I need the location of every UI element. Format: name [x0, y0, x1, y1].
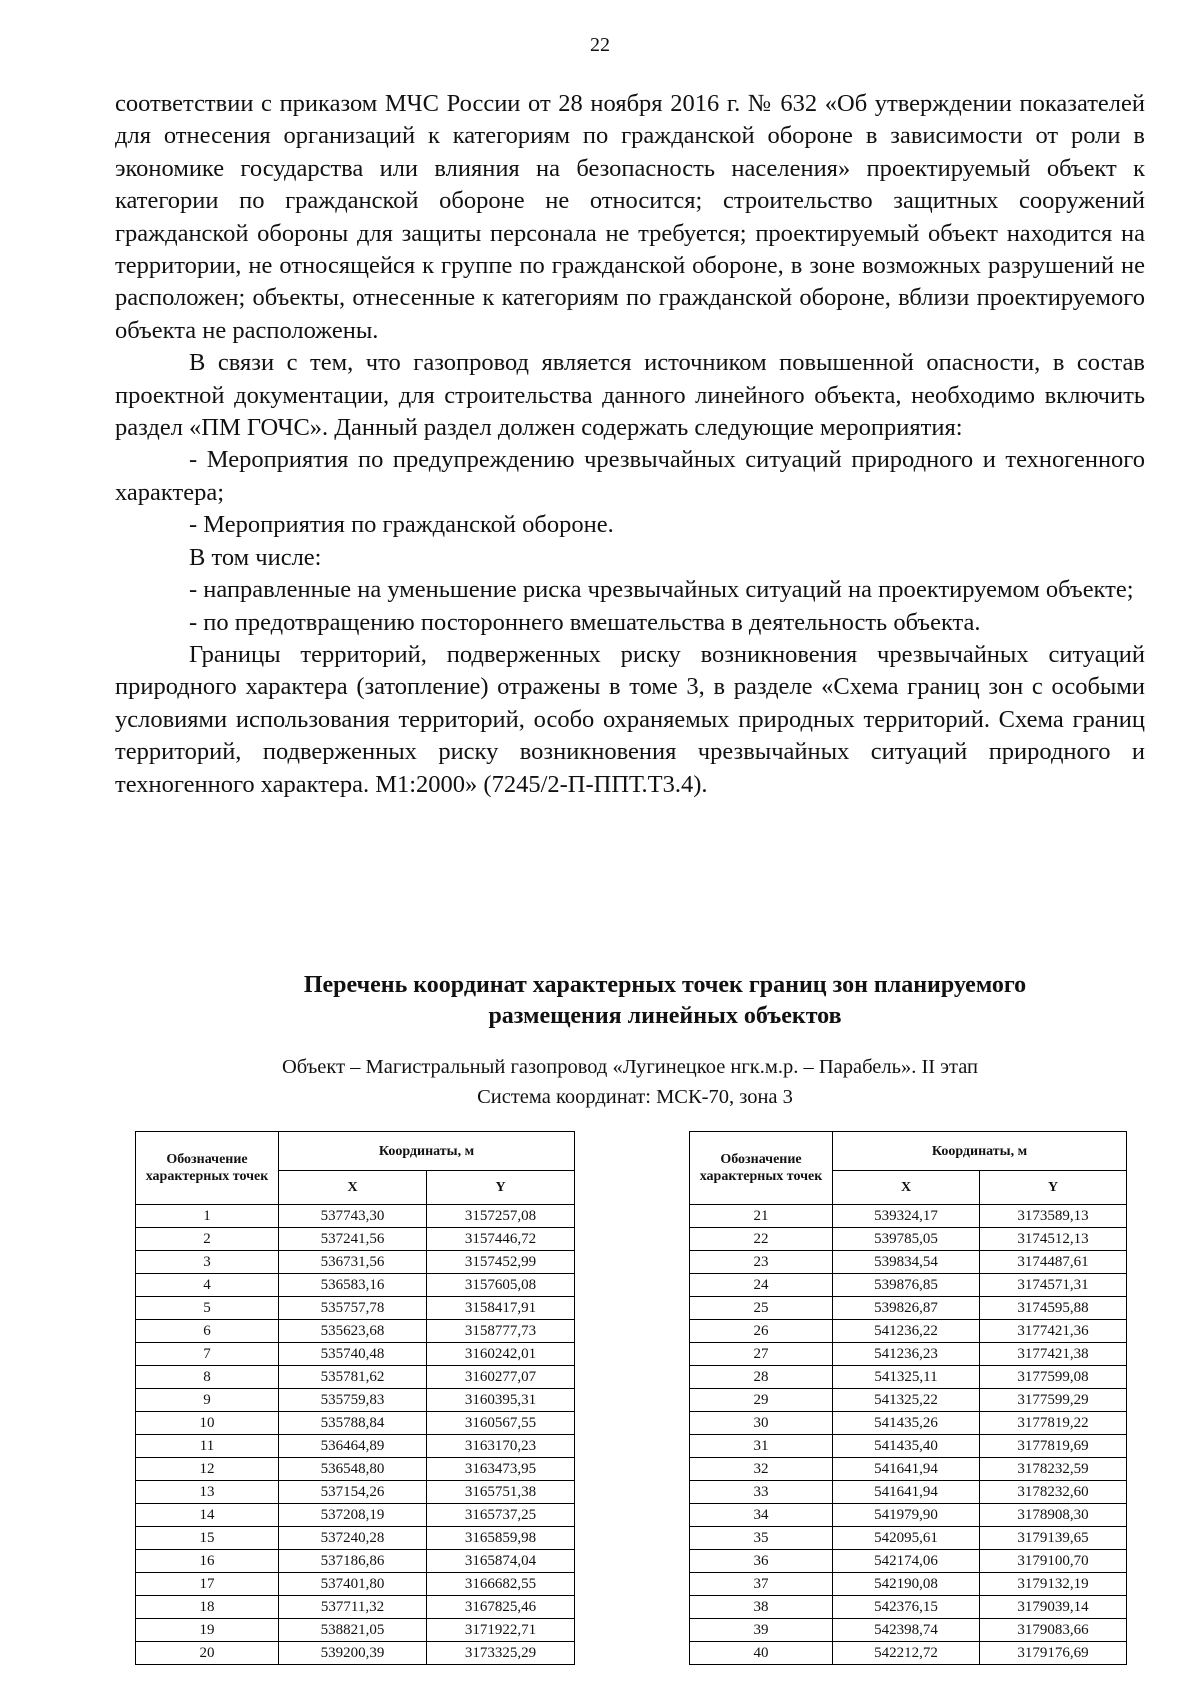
table-row	[136, 1481, 575, 1504]
cell-x: 539200,39	[279, 1642, 427, 1665]
cell-point: 16	[136, 1550, 279, 1573]
table-row	[136, 1343, 575, 1366]
cell-y: 3179132,19	[980, 1573, 1127, 1596]
cell-point: 2	[136, 1228, 279, 1251]
paragraph: - Мероприятия по предупреждению чрезвычайных ситуаций природного и техногенного характера;	[115, 446, 1145, 506]
cell-x: 542174,06	[833, 1550, 980, 1573]
cell-y: 3160567,55	[427, 1412, 575, 1435]
cell-point: 13	[136, 1481, 279, 1504]
cell-point: 34	[690, 1504, 833, 1527]
header-y: Y	[427, 1171, 575, 1205]
cell-point: 18	[136, 1596, 279, 1619]
cell-x: 537241,56	[279, 1228, 427, 1251]
cell-point: 24	[690, 1274, 833, 1297]
cell-y: 3165751,38	[427, 1481, 575, 1504]
cell-y: 3158417,91	[427, 1297, 575, 1320]
cell-x: 539834,54	[833, 1251, 980, 1274]
cell-x: 536548,80	[279, 1458, 427, 1481]
cell-y: 3178232,60	[980, 1481, 1127, 1504]
cell-x: 537743,30	[279, 1205, 427, 1228]
cell-point: 4	[136, 1274, 279, 1297]
table-row	[136, 1504, 575, 1527]
cell-point: 10	[136, 1412, 279, 1435]
cell-y: 3166682,55	[427, 1573, 575, 1596]
cell-x: 539876,85	[833, 1274, 980, 1297]
table-row	[690, 1573, 1127, 1596]
cell-x: 535740,48	[279, 1343, 427, 1366]
cell-y: 3174512,13	[980, 1228, 1127, 1251]
table-row	[136, 1366, 575, 1389]
cell-y: 3160395,31	[427, 1389, 575, 1412]
cell-x: 539826,87	[833, 1297, 980, 1320]
table-row	[690, 1504, 1127, 1527]
cell-y: 3158777,73	[427, 1320, 575, 1343]
table-row	[690, 1596, 1127, 1619]
table-row	[690, 1527, 1127, 1550]
cell-y: 3177819,22	[980, 1412, 1127, 1435]
cell-point: 21	[690, 1205, 833, 1228]
cell-x: 541236,22	[833, 1320, 980, 1343]
table-row	[136, 1297, 575, 1320]
table-row	[136, 1205, 575, 1228]
cell-x: 535788,84	[279, 1412, 427, 1435]
cell-y: 3179083,66	[980, 1619, 1127, 1642]
cell-x: 541435,40	[833, 1435, 980, 1458]
table-row	[136, 1320, 575, 1343]
cell-point: 3	[136, 1251, 279, 1274]
table-title-line: Перечень координат характерных точек границ зон планируемого	[303, 972, 1027, 998]
cell-x: 537240,28	[279, 1527, 427, 1550]
cell-x: 537711,32	[279, 1596, 427, 1619]
table-row	[136, 1458, 575, 1481]
table-row	[136, 1596, 575, 1619]
cell-y: 3167825,46	[427, 1596, 575, 1619]
cell-point: 35	[690, 1527, 833, 1550]
cell-x: 536583,16	[279, 1274, 427, 1297]
cell-point: 37	[690, 1573, 833, 1596]
cell-point: 8	[136, 1366, 279, 1389]
cell-x: 535757,78	[279, 1297, 427, 1320]
cell-point: 36	[690, 1550, 833, 1573]
cell-y: 3174595,88	[980, 1297, 1127, 1320]
table-row	[690, 1366, 1127, 1389]
table-row	[690, 1458, 1127, 1481]
cell-point: 40	[690, 1642, 833, 1665]
cell-y: 3177819,69	[980, 1435, 1127, 1458]
cell-y: 3171922,71	[427, 1619, 575, 1642]
cell-point: 20	[136, 1642, 279, 1665]
cell-y: 3174571,31	[980, 1274, 1127, 1297]
header-coords: Координаты, м	[279, 1132, 575, 1171]
paragraph: - направленные на уменьшение риска чрезвычайных ситуаций на проектируемом объекте;	[189, 576, 1134, 604]
header-point: Обозначение характерных точек	[690, 1132, 833, 1205]
cell-point: 14	[136, 1504, 279, 1527]
cell-x: 538821,05	[279, 1619, 427, 1642]
cell-y: 3178232,59	[980, 1458, 1127, 1481]
header-x: X	[833, 1171, 980, 1205]
cell-point: 32	[690, 1458, 833, 1481]
cell-y: 3165737,25	[427, 1504, 575, 1527]
cell-x: 537186,86	[279, 1550, 427, 1573]
table-row	[690, 1389, 1127, 1412]
table-row	[136, 1274, 575, 1297]
cell-x: 541979,90	[833, 1504, 980, 1527]
cell-point: 5	[136, 1297, 279, 1320]
table-body	[136, 1205, 575, 1665]
table-row	[690, 1274, 1127, 1297]
cell-x: 541435,26	[833, 1412, 980, 1435]
table-row	[136, 1619, 575, 1642]
cell-y: 3179139,65	[980, 1527, 1127, 1550]
cell-point: 31	[690, 1435, 833, 1458]
body-text	[115, 88, 1145, 801]
header-y: Y	[980, 1171, 1127, 1205]
cell-y: 3157605,08	[427, 1274, 575, 1297]
object-line: Объект – Магистральный газопровод «Лугинецкое нгк.м.р. – Парабель». II этап	[281, 1056, 979, 1078]
cell-point: 38	[690, 1596, 833, 1619]
cell-y: 3177421,38	[980, 1343, 1127, 1366]
cell-y: 3179176,69	[980, 1642, 1127, 1665]
cell-point: 28	[690, 1366, 833, 1389]
cell-x: 541325,11	[833, 1366, 980, 1389]
cell-y: 3157452,99	[427, 1251, 575, 1274]
table-row	[690, 1251, 1127, 1274]
cell-y: 3177599,08	[980, 1366, 1127, 1389]
cell-point: 15	[136, 1527, 279, 1550]
table-row	[136, 1251, 575, 1274]
header-point: Обозначение характерных точек	[136, 1132, 279, 1205]
table-row	[136, 1573, 575, 1596]
table-row	[690, 1642, 1127, 1665]
header-coords: Координаты, м	[833, 1132, 1127, 1171]
paragraph: В том числе:	[189, 543, 322, 571]
table-row	[690, 1619, 1127, 1642]
cell-x: 541641,94	[833, 1481, 980, 1504]
cell-point: 1	[136, 1205, 279, 1228]
cell-x: 537401,80	[279, 1573, 427, 1596]
table-row	[136, 1412, 575, 1435]
cell-point: 9	[136, 1389, 279, 1412]
table-row	[690, 1297, 1127, 1320]
table-row	[136, 1389, 575, 1412]
table-row	[136, 1228, 575, 1251]
cell-point: 12	[136, 1458, 279, 1481]
cell-x: 535623,68	[279, 1320, 427, 1343]
table-body	[690, 1205, 1127, 1665]
table-row	[136, 1642, 575, 1665]
cell-x: 537208,19	[279, 1504, 427, 1527]
cell-point: 17	[136, 1573, 279, 1596]
cell-y: 3157446,72	[427, 1228, 575, 1251]
cell-x: 535781,62	[279, 1366, 427, 1389]
cell-x: 541325,22	[833, 1389, 980, 1412]
cell-y: 3174487,61	[980, 1251, 1127, 1274]
cell-point: 7	[136, 1343, 279, 1366]
table-row	[690, 1550, 1127, 1573]
cell-x: 542398,74	[833, 1619, 980, 1642]
cell-y: 3178908,30	[980, 1504, 1127, 1527]
table-row	[690, 1228, 1127, 1251]
cell-x: 542095,61	[833, 1527, 980, 1550]
paragraph: Границы территорий, подверженных риску возникновения чрезвычайных ситуаций природного характера (затопление) отражены в томе 3, в разделе «Схема границ зон с особыми условиями использования территорий, особо охраняемых природных территорий. Схема границ территорий, подверженных риску возникновения чрезвычайных ситуаций природного и техногенного характера. М1:2000» (7245/2-П-ППТ.Т3.4).	[115, 640, 1145, 798]
cell-x: 542190,08	[833, 1573, 980, 1596]
cell-x: 539324,17	[833, 1205, 980, 1228]
cell-x: 539785,05	[833, 1228, 980, 1251]
cell-y: 3177599,29	[980, 1389, 1127, 1412]
cell-x: 536464,89	[279, 1435, 427, 1458]
cell-x: 537154,26	[279, 1481, 427, 1504]
cell-y: 3160242,01	[427, 1343, 575, 1366]
paragraph: В связи с тем, что газопровод является источником повышенной опасности, в состав проектной документации, для строительства данного линейного объекта, необходимо включить раздел «ПМ ГОЧС». Данный раздел должен содержать следующие мероприятия:	[115, 349, 1145, 442]
cell-point: 25	[690, 1297, 833, 1320]
cell-x: 541641,94	[833, 1458, 980, 1481]
page-number: 22	[590, 34, 610, 56]
cell-point: 33	[690, 1481, 833, 1504]
cell-x: 541236,23	[833, 1343, 980, 1366]
table-row	[690, 1412, 1127, 1435]
coordinates-table-right	[689, 1131, 1127, 1665]
table-title-line: размещения линейных объектов	[488, 1003, 842, 1029]
table-title	[115, 970, 1200, 1032]
cell-y: 3173589,13	[980, 1205, 1127, 1228]
cell-point: 11	[136, 1435, 279, 1458]
cell-point: 6	[136, 1320, 279, 1343]
cell-y: 3163473,95	[427, 1458, 575, 1481]
cell-y: 3179039,14	[980, 1596, 1127, 1619]
table-row	[136, 1550, 575, 1573]
coordinates-table-left	[135, 1131, 575, 1665]
cell-x: 542212,72	[833, 1642, 980, 1665]
paragraph: - Мероприятия по гражданской обороне.	[189, 511, 614, 539]
header-x: X	[279, 1171, 427, 1205]
cell-y: 3163170,23	[427, 1435, 575, 1458]
table-row	[136, 1527, 575, 1550]
cell-y: 3157257,08	[427, 1205, 575, 1228]
paragraph: соответствии с приказом МЧС России от 28 ноября 2016 г. № 632 «Об утверждении показателей для отнесения организаций к категориям по гражданской обороне в зависимости от роли в экономике государства или влияния на безопасность населения» проектируемый объект к категории по гражданской обороне не относится; строительство защитных сооружений гражданской обороны для защиты персонала не требуется; проектируемый объект находится на территории, не относящейся к группе по гражданской обороне, в зоне возможных разрушений не расположен; объекты, отнесенные к категориям по гражданской обороне, вблизи проектируемого объекта не расположены.	[115, 90, 1145, 344]
cell-point: 22	[690, 1228, 833, 1251]
cell-point: 19	[136, 1619, 279, 1642]
table-row	[690, 1343, 1127, 1366]
cell-point: 23	[690, 1251, 833, 1274]
cell-point: 27	[690, 1343, 833, 1366]
cell-y: 3165874,04	[427, 1550, 575, 1573]
cell-y: 3177421,36	[980, 1320, 1127, 1343]
table-row	[690, 1320, 1127, 1343]
cell-y: 3173325,29	[427, 1642, 575, 1665]
cell-point: 29	[690, 1389, 833, 1412]
cell-point: 39	[690, 1619, 833, 1642]
cell-point: 26	[690, 1320, 833, 1343]
cell-x: 542376,15	[833, 1596, 980, 1619]
table-row	[690, 1481, 1127, 1504]
cell-y: 3179100,70	[980, 1550, 1127, 1573]
cell-x: 535759,83	[279, 1389, 427, 1412]
cell-point: 30	[690, 1412, 833, 1435]
cell-x: 536731,56	[279, 1251, 427, 1274]
paragraph: - по предотвращению постороннего вмешательства в деятельность объекта.	[189, 608, 981, 636]
table-row	[136, 1435, 575, 1458]
table-row	[690, 1205, 1127, 1228]
cell-y: 3160277,07	[427, 1366, 575, 1389]
coordinate-system-line: Система координат: МСК-70, зона 3	[477, 1086, 793, 1108]
cell-y: 3165859,98	[427, 1527, 575, 1550]
table-row	[690, 1435, 1127, 1458]
